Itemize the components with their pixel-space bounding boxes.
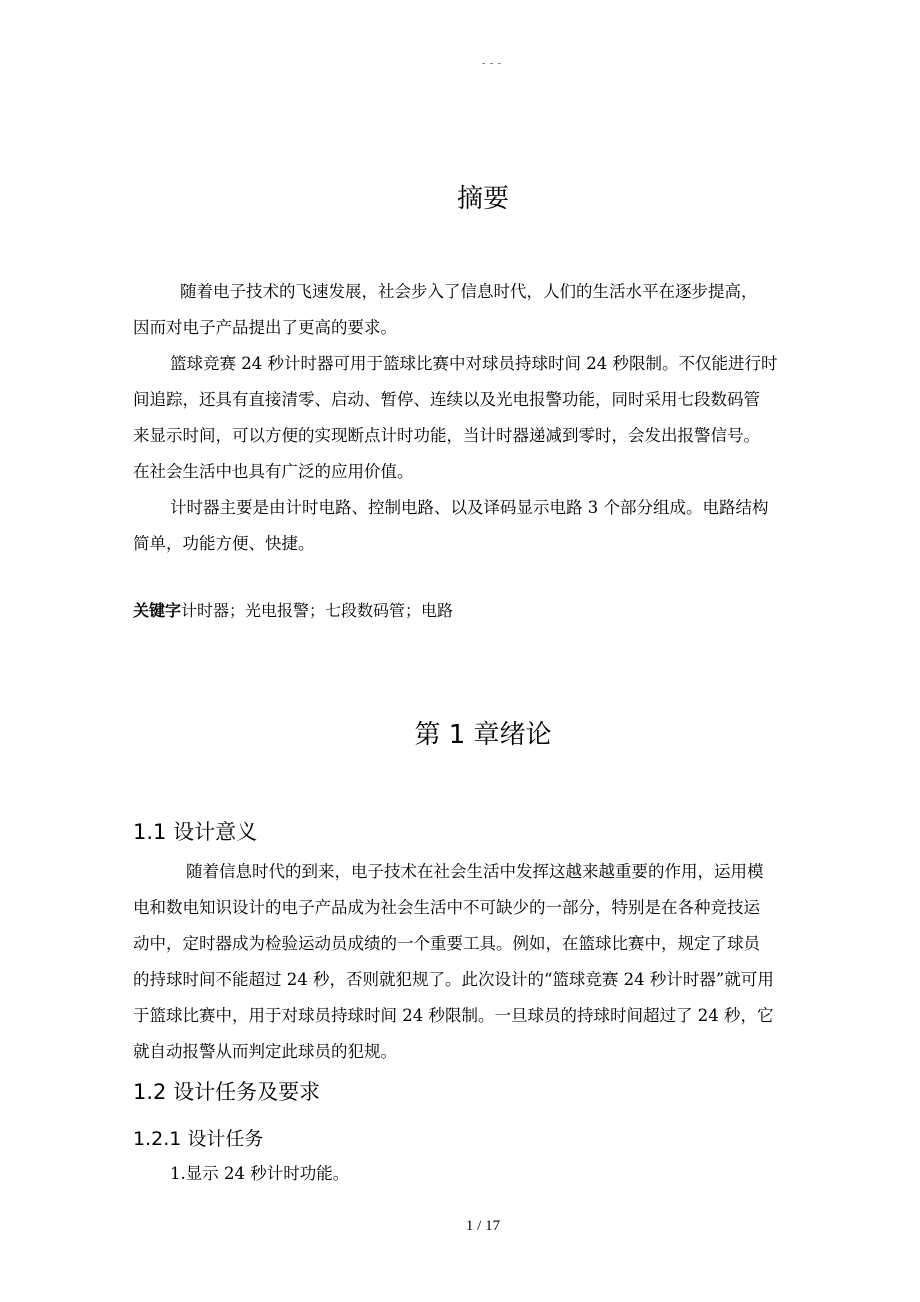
task-item: 1.显示 24 秒计时功能。 [170, 1164, 350, 1183]
header-mark: - - - [482, 58, 502, 69]
abstract-line: 计时器主要是由计时电路、控制电路、以及译码显示电路 3 个部分组成。电路结构 [170, 498, 769, 517]
abstract-title: 摘要 [456, 184, 509, 214]
section-line: 动中，定时器成为检验运动员成绩的一个重要工具。例如，在篮球比赛中，规定了球员 [133, 934, 760, 953]
abstract-line: 篮球竞赛 24 秒计时器可用于篮球比赛中对球员持球时间 24 秒限制。不仅能进行时 [170, 354, 778, 373]
section-line: 随着信息时代的到来，电子技术在社会生活中发挥这越来越重要的作用，运用模 [186, 862, 764, 881]
abstract-line: 来显示时间，可以方便的实现断点计时功能，当计时器递减到零时，会发出报警信号。 [133, 426, 760, 445]
keywords-line [133, 598, 453, 621]
section-line: 的持球时间不能超过 24 秒，否则就犯规了。此次设计的“篮球竞赛 24 秒计时器”就可用 [133, 970, 774, 989]
section-line: 于篮球比赛中，用于对球员持球时间 24 秒限制。一旦球员的持球时间超过了 24 秒，它 [133, 1006, 774, 1025]
abstract-line: 简单，功能方便、快捷。 [133, 534, 315, 553]
abstract-line: 随着电子技术的飞速发展，社会步入了信息时代，人们的生活水平在逐步提高， [180, 282, 758, 301]
section-1-2-heading: 1.2 设计任务及要求 [133, 1080, 321, 1104]
abstract-line: 在社会生活中也具有广泛的应用价值。 [133, 462, 414, 481]
keywords-label: 关键字 [133, 601, 182, 620]
abstract-line: 因而对电子产品提出了更高的要求。 [133, 318, 397, 337]
section-1-2-1-heading: 1.2.1 设计任务 [133, 1128, 264, 1150]
keywords-text: 计时器；光电报警；七段数码管；电路 [181, 601, 454, 620]
section-1-1-heading: 1.1 设计意义 [133, 820, 258, 844]
chapter-title: 第 1 章绪论 [414, 720, 552, 750]
page-number: 1 / 17 [465, 1218, 501, 1234]
abstract-line: 间追踪，还具有直接清零、启动、暂停、连续以及光电报警功能，同时采用七段数码管 [133, 390, 760, 409]
section-line: 就自动报警从而判定此球员的犯规。 [133, 1042, 397, 1061]
section-line: 电和数电知识设计的电子产品成为社会生活中不可缺少的一部分，特别是在各种竞技运 [133, 898, 760, 917]
